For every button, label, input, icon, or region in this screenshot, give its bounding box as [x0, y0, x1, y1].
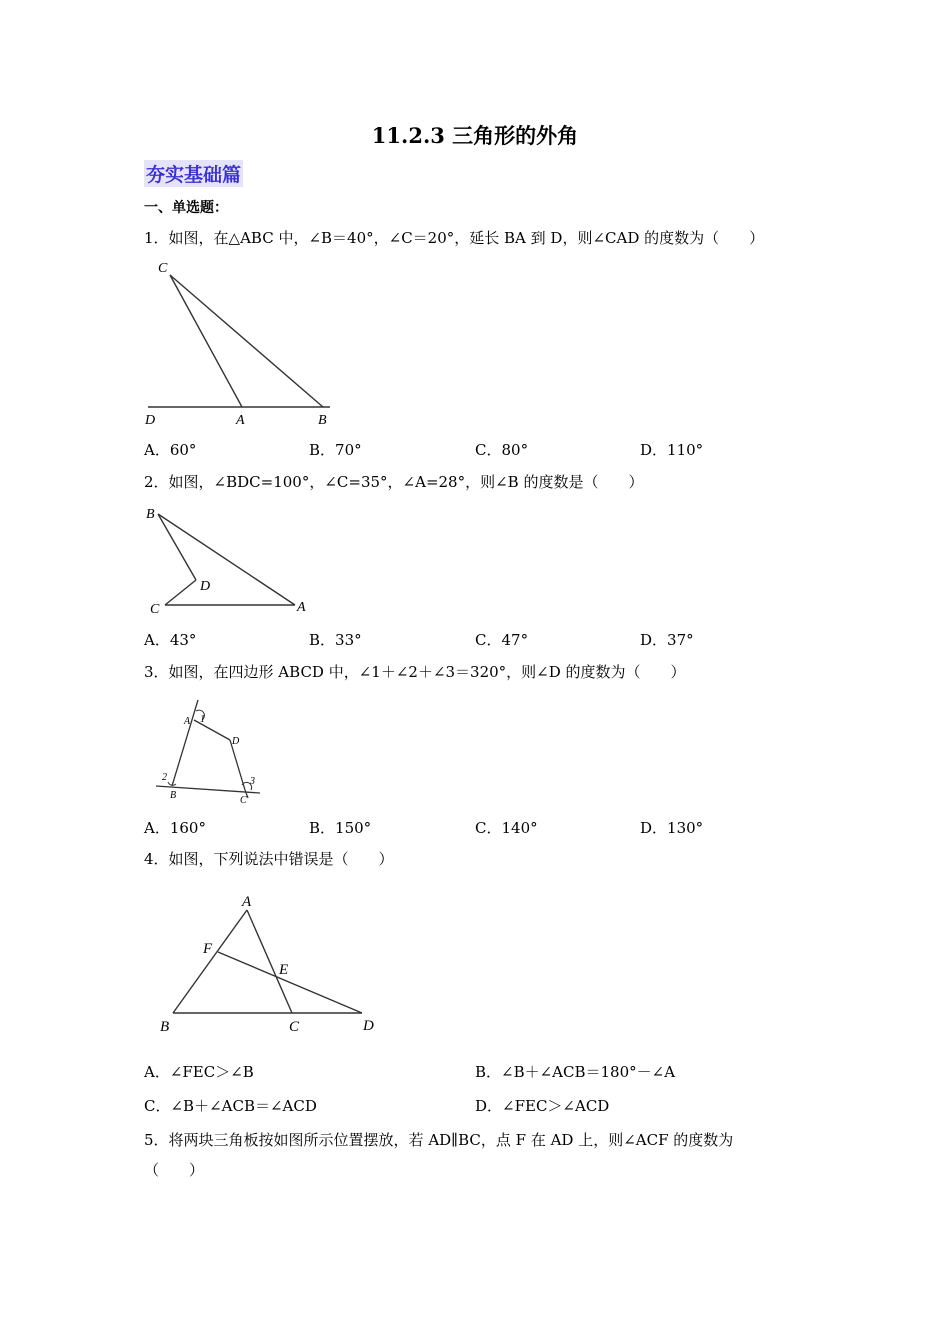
question-3-figure: [150, 698, 270, 812]
q4-label-c: C: [289, 1019, 300, 1035]
q2-option-a: A．43°: [144, 631, 197, 649]
q2-option-b: B．33°: [309, 631, 362, 649]
q4-option-c: C．∠B＋∠ACB＝∠ACD: [144, 1097, 317, 1115]
q3-option-b: B．150°: [309, 819, 372, 837]
question-4-text: 4．如图，下列说法中错误是（ ）: [144, 850, 394, 868]
q3-label-b: B: [170, 790, 177, 801]
q1-label-c: C: [158, 261, 168, 276]
q3-label-c: C: [240, 795, 247, 806]
q2-option-d: D．37°: [640, 631, 694, 649]
q1-option-a: A．60°: [144, 441, 197, 459]
question-2-text: 2．如图，∠BDC=100°，∠C=35°，∠A=28°，则∠B 的度数是（ ）: [144, 473, 644, 491]
q4-label-e: E: [279, 962, 289, 978]
page-title: 11.2.3 三角形的外角: [371, 123, 579, 148]
question-1-figure: [140, 255, 340, 434]
q3-label-d: D: [232, 736, 240, 747]
q4-label-b: B: [160, 1019, 170, 1035]
q2-label-b: B: [146, 507, 155, 522]
question-4-figure: [150, 890, 390, 1044]
section-heading: 夯实基础篇: [144, 160, 243, 187]
q3-option-c: C．140°: [475, 819, 538, 837]
q1-label-d: D: [145, 413, 156, 428]
q2-label-d: D: [200, 579, 211, 594]
q1-option-b: B．70°: [309, 441, 362, 459]
q2-option-c: C．47°: [475, 631, 529, 649]
q3-label-1: 1: [200, 714, 205, 725]
q1-option-c: C．80°: [475, 441, 529, 459]
q1-option-d: D．110°: [640, 441, 704, 459]
q3-option-a: A．160°: [144, 819, 206, 837]
q2-label-a: A: [297, 600, 306, 615]
q3-label-2: 2: [162, 772, 167, 783]
subsection-heading: 一、单选题：: [144, 200, 228, 216]
q4-label-a: A: [242, 894, 252, 910]
q4-option-a: A．∠FEC＞∠B: [144, 1063, 254, 1081]
q1-label-a: A: [236, 413, 245, 428]
question-5-blank: （ ）: [144, 1161, 205, 1179]
q4-option-b: B．∠B＋∠ACB＝180°－∠A: [475, 1063, 676, 1081]
question-3-text: 3．如图，在四边形 ABCD 中，∠1＋∠2＋∠3＝320°，则∠D 的度数为（ ）: [144, 663, 686, 681]
question-1-text: 1．如图，在△ABC 中，∠B＝40°，∠C＝20°，延长 BA 到 D，则∠CAD 的度数为（ ）: [144, 229, 765, 247]
q3-option-d: D．130°: [640, 819, 704, 837]
q4-label-d: D: [363, 1018, 374, 1034]
question-2-figure: [140, 500, 320, 624]
question-5-text: 5．将两块三角板按如图所示位置摆放，若 AD∥BC，点 F 在 AD 上，则∠ACF 的度数为: [144, 1131, 734, 1149]
q1-label-b: B: [318, 413, 327, 428]
q2-label-c: C: [150, 602, 160, 617]
q4-label-f: F: [203, 941, 213, 957]
q3-label-3: 3: [250, 776, 255, 787]
q3-label-a: A: [184, 716, 191, 727]
q4-option-d: D．∠FEC＞∠ACD: [475, 1097, 610, 1115]
